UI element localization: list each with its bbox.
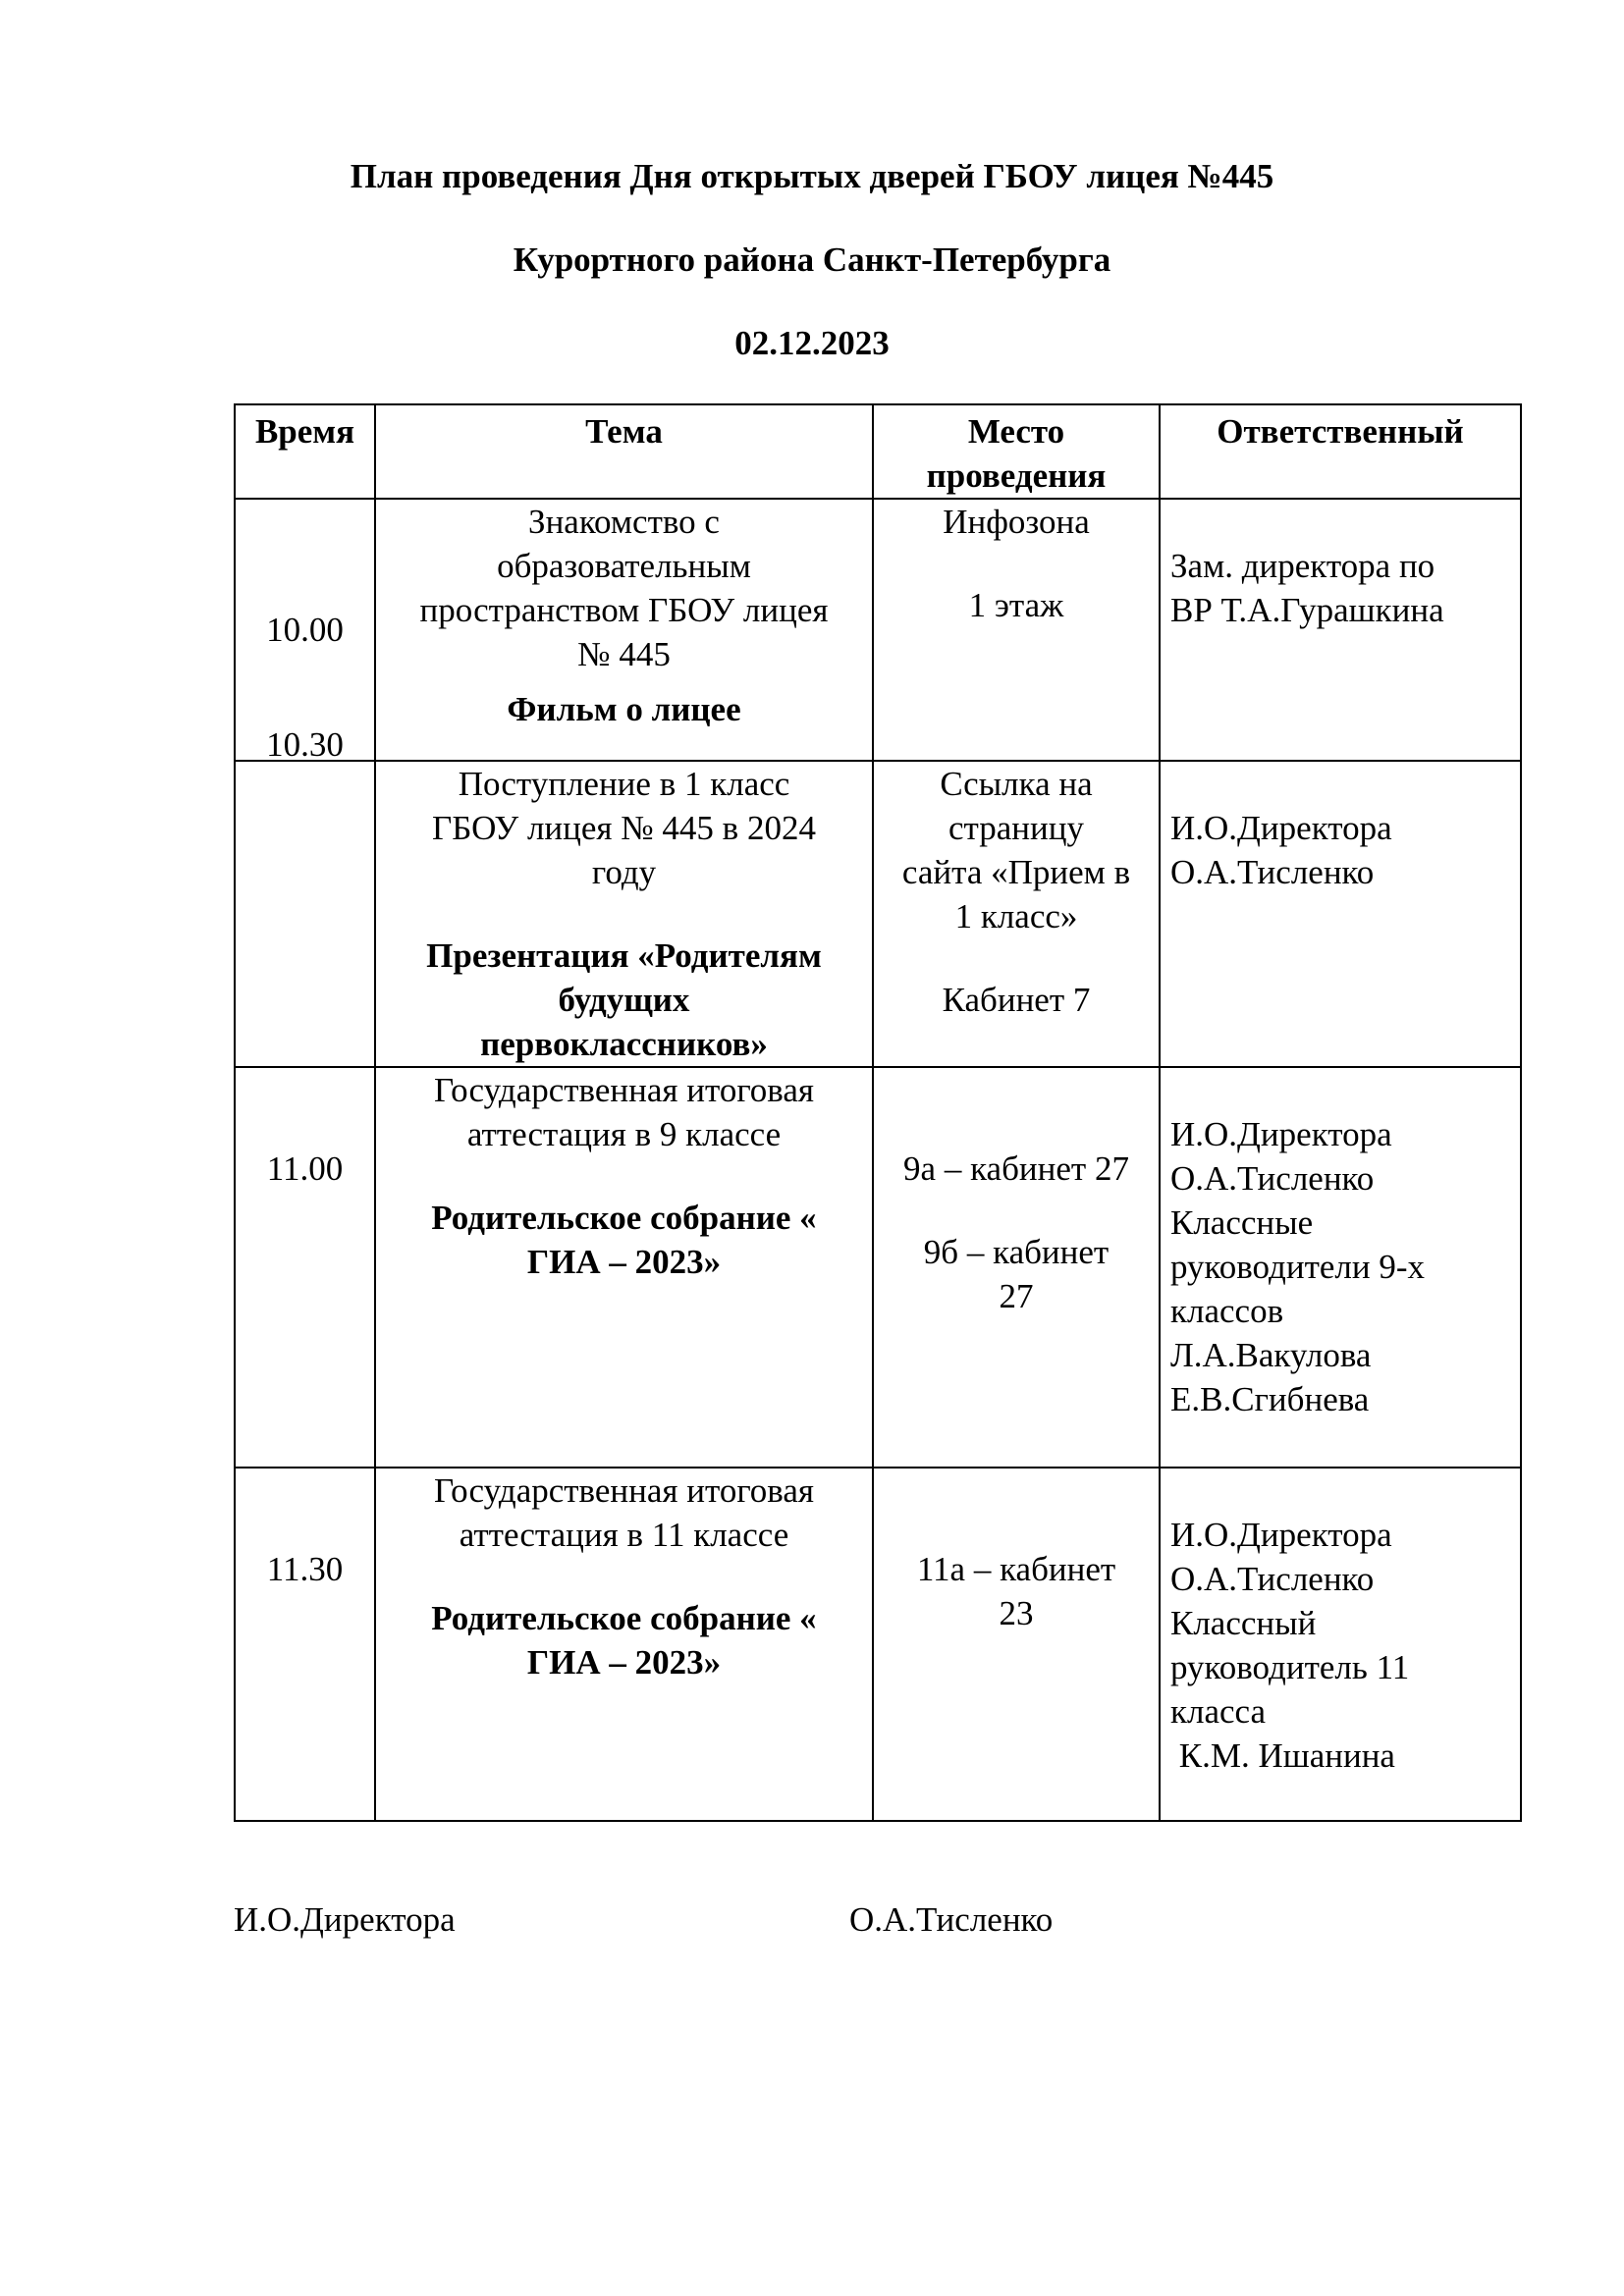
table-header-row: [235, 404, 1521, 499]
table-row: [235, 499, 1521, 761]
responsible-line: И.О.Директора: [1170, 1516, 1392, 1554]
cell-time: [235, 1067, 375, 1468]
responsible-line: классов: [1170, 1292, 1284, 1330]
place-line: Ссылка на: [940, 765, 1093, 803]
schedule-table: [234, 403, 1522, 1822]
place-line: 1 класс»: [954, 897, 1078, 935]
signature-role: И.О.Директора: [234, 1900, 456, 1939]
place-extra-line: 1 этаж: [968, 586, 1064, 624]
place-line: Инфозона: [943, 503, 1090, 541]
cell-topic: [375, 1067, 873, 1468]
place-line: 23: [999, 1594, 1034, 1632]
cell-responsible: [1160, 499, 1521, 761]
responsible-line: руководители 9-х: [1170, 1248, 1426, 1286]
topic-line: Знакомство с: [528, 503, 720, 541]
cell-responsible: [1160, 761, 1521, 1067]
table-row: [235, 1067, 1521, 1468]
cell-time: [235, 499, 375, 761]
place-line: 9а – кабинет 27: [903, 1149, 1129, 1188]
topic-bold-line: ГИА – 2023»: [526, 1243, 722, 1281]
table-row: [235, 761, 1521, 1067]
header-place-line1: Место: [967, 412, 1065, 451]
cell-responsible: [1160, 1067, 1521, 1468]
place-extra-line: 27: [999, 1277, 1034, 1315]
topic-bold-line: первоклассников»: [480, 1025, 768, 1063]
topic-bold-line: ГИА – 2023»: [526, 1643, 722, 1682]
document-title: План проведения Дня открытых дверей ГБОУ лицея №445: [350, 157, 1274, 195]
place-extra-line: 9б – кабинет: [923, 1233, 1110, 1271]
cell-topic: [375, 761, 873, 1067]
responsible-line: И.О.Директора: [1170, 1115, 1392, 1153]
responsible-line: О.А.Тисленко: [1170, 1159, 1375, 1198]
time-value: 10.30: [266, 725, 344, 764]
place-line: 11а – кабинет: [916, 1550, 1116, 1588]
header-responsible: Ответственный: [1160, 404, 1521, 499]
cell-place: [873, 761, 1160, 1067]
time-value: 11.00: [266, 1149, 344, 1188]
responsible-line: ВР Т.А.Гурашкина: [1170, 591, 1444, 629]
cell-topic: [375, 1468, 873, 1821]
responsible-line: О.А.Тисленко: [1170, 1560, 1375, 1598]
responsible-line: Классные: [1170, 1203, 1314, 1242]
topic-line: аттестация в 11 классе: [459, 1516, 789, 1554]
cell-place: [873, 1468, 1160, 1821]
cell-responsible: [1160, 1468, 1521, 1821]
time-value: 11.30: [266, 1550, 344, 1588]
topic-line: Государственная итоговая: [433, 1471, 815, 1510]
document-subtitle: Курортного района Санкт-Петербурга: [513, 240, 1111, 279]
cell-time: [235, 725, 375, 1067]
topic-line: году: [591, 853, 657, 891]
responsible-line: класса: [1170, 1692, 1267, 1731]
document-date: 02.12.2023: [734, 324, 890, 362]
topic-line: образовательным: [497, 547, 751, 585]
topic-bold-line: Фильм о лицее: [507, 690, 741, 728]
time-value: 10.00: [266, 611, 344, 649]
place-line: страницу: [948, 809, 1084, 847]
responsible-line: Е.В.Сгибнева: [1170, 1380, 1370, 1418]
header-time: Время: [235, 404, 375, 499]
cell-place: [873, 1067, 1160, 1468]
topic-bold-line: Презентация «Родителям: [426, 936, 822, 975]
header-place: [873, 404, 1160, 499]
header-topic: Тема: [375, 404, 873, 499]
responsible-line: Классный: [1170, 1604, 1317, 1642]
place-extra-line: Кабинет 7: [942, 981, 1091, 1019]
topic-line: аттестация в 9 классе: [466, 1115, 782, 1153]
topic-line: № 445: [577, 635, 671, 673]
topic-bold-line: Родительское собрание «: [431, 1199, 817, 1237]
cell-time: [235, 1468, 375, 1821]
topic-line: пространством ГБОУ лицея: [419, 591, 829, 629]
table-row: [235, 1468, 1521, 1821]
place-line: сайта «Прием в: [901, 853, 1131, 891]
responsible-line: Л.А.Вакулова: [1170, 1336, 1372, 1374]
signature-name: О.А.Тисленко: [849, 1900, 1054, 1939]
cell-topic: [375, 499, 873, 761]
topic-line: Поступление в 1 класс: [458, 765, 790, 803]
topic-line: ГБОУ лицея № 445 в 2024: [432, 809, 816, 847]
responsible-line: Зам. директора по: [1170, 547, 1435, 585]
responsible-line: И.О.Директора: [1170, 809, 1392, 847]
responsible-line: руководитель 11: [1170, 1648, 1410, 1686]
topic-bold-line: будущих: [558, 981, 690, 1019]
responsible-line: О.А.Тисленко: [1170, 853, 1375, 891]
topic-bold-line: Родительское собрание «: [431, 1599, 817, 1637]
topic-line: Государственная итоговая: [433, 1071, 815, 1109]
responsible-line: К.М. Ишанина: [1170, 1736, 1395, 1775]
header-place-line2: проведения: [926, 456, 1107, 495]
cell-place: [873, 499, 1160, 761]
